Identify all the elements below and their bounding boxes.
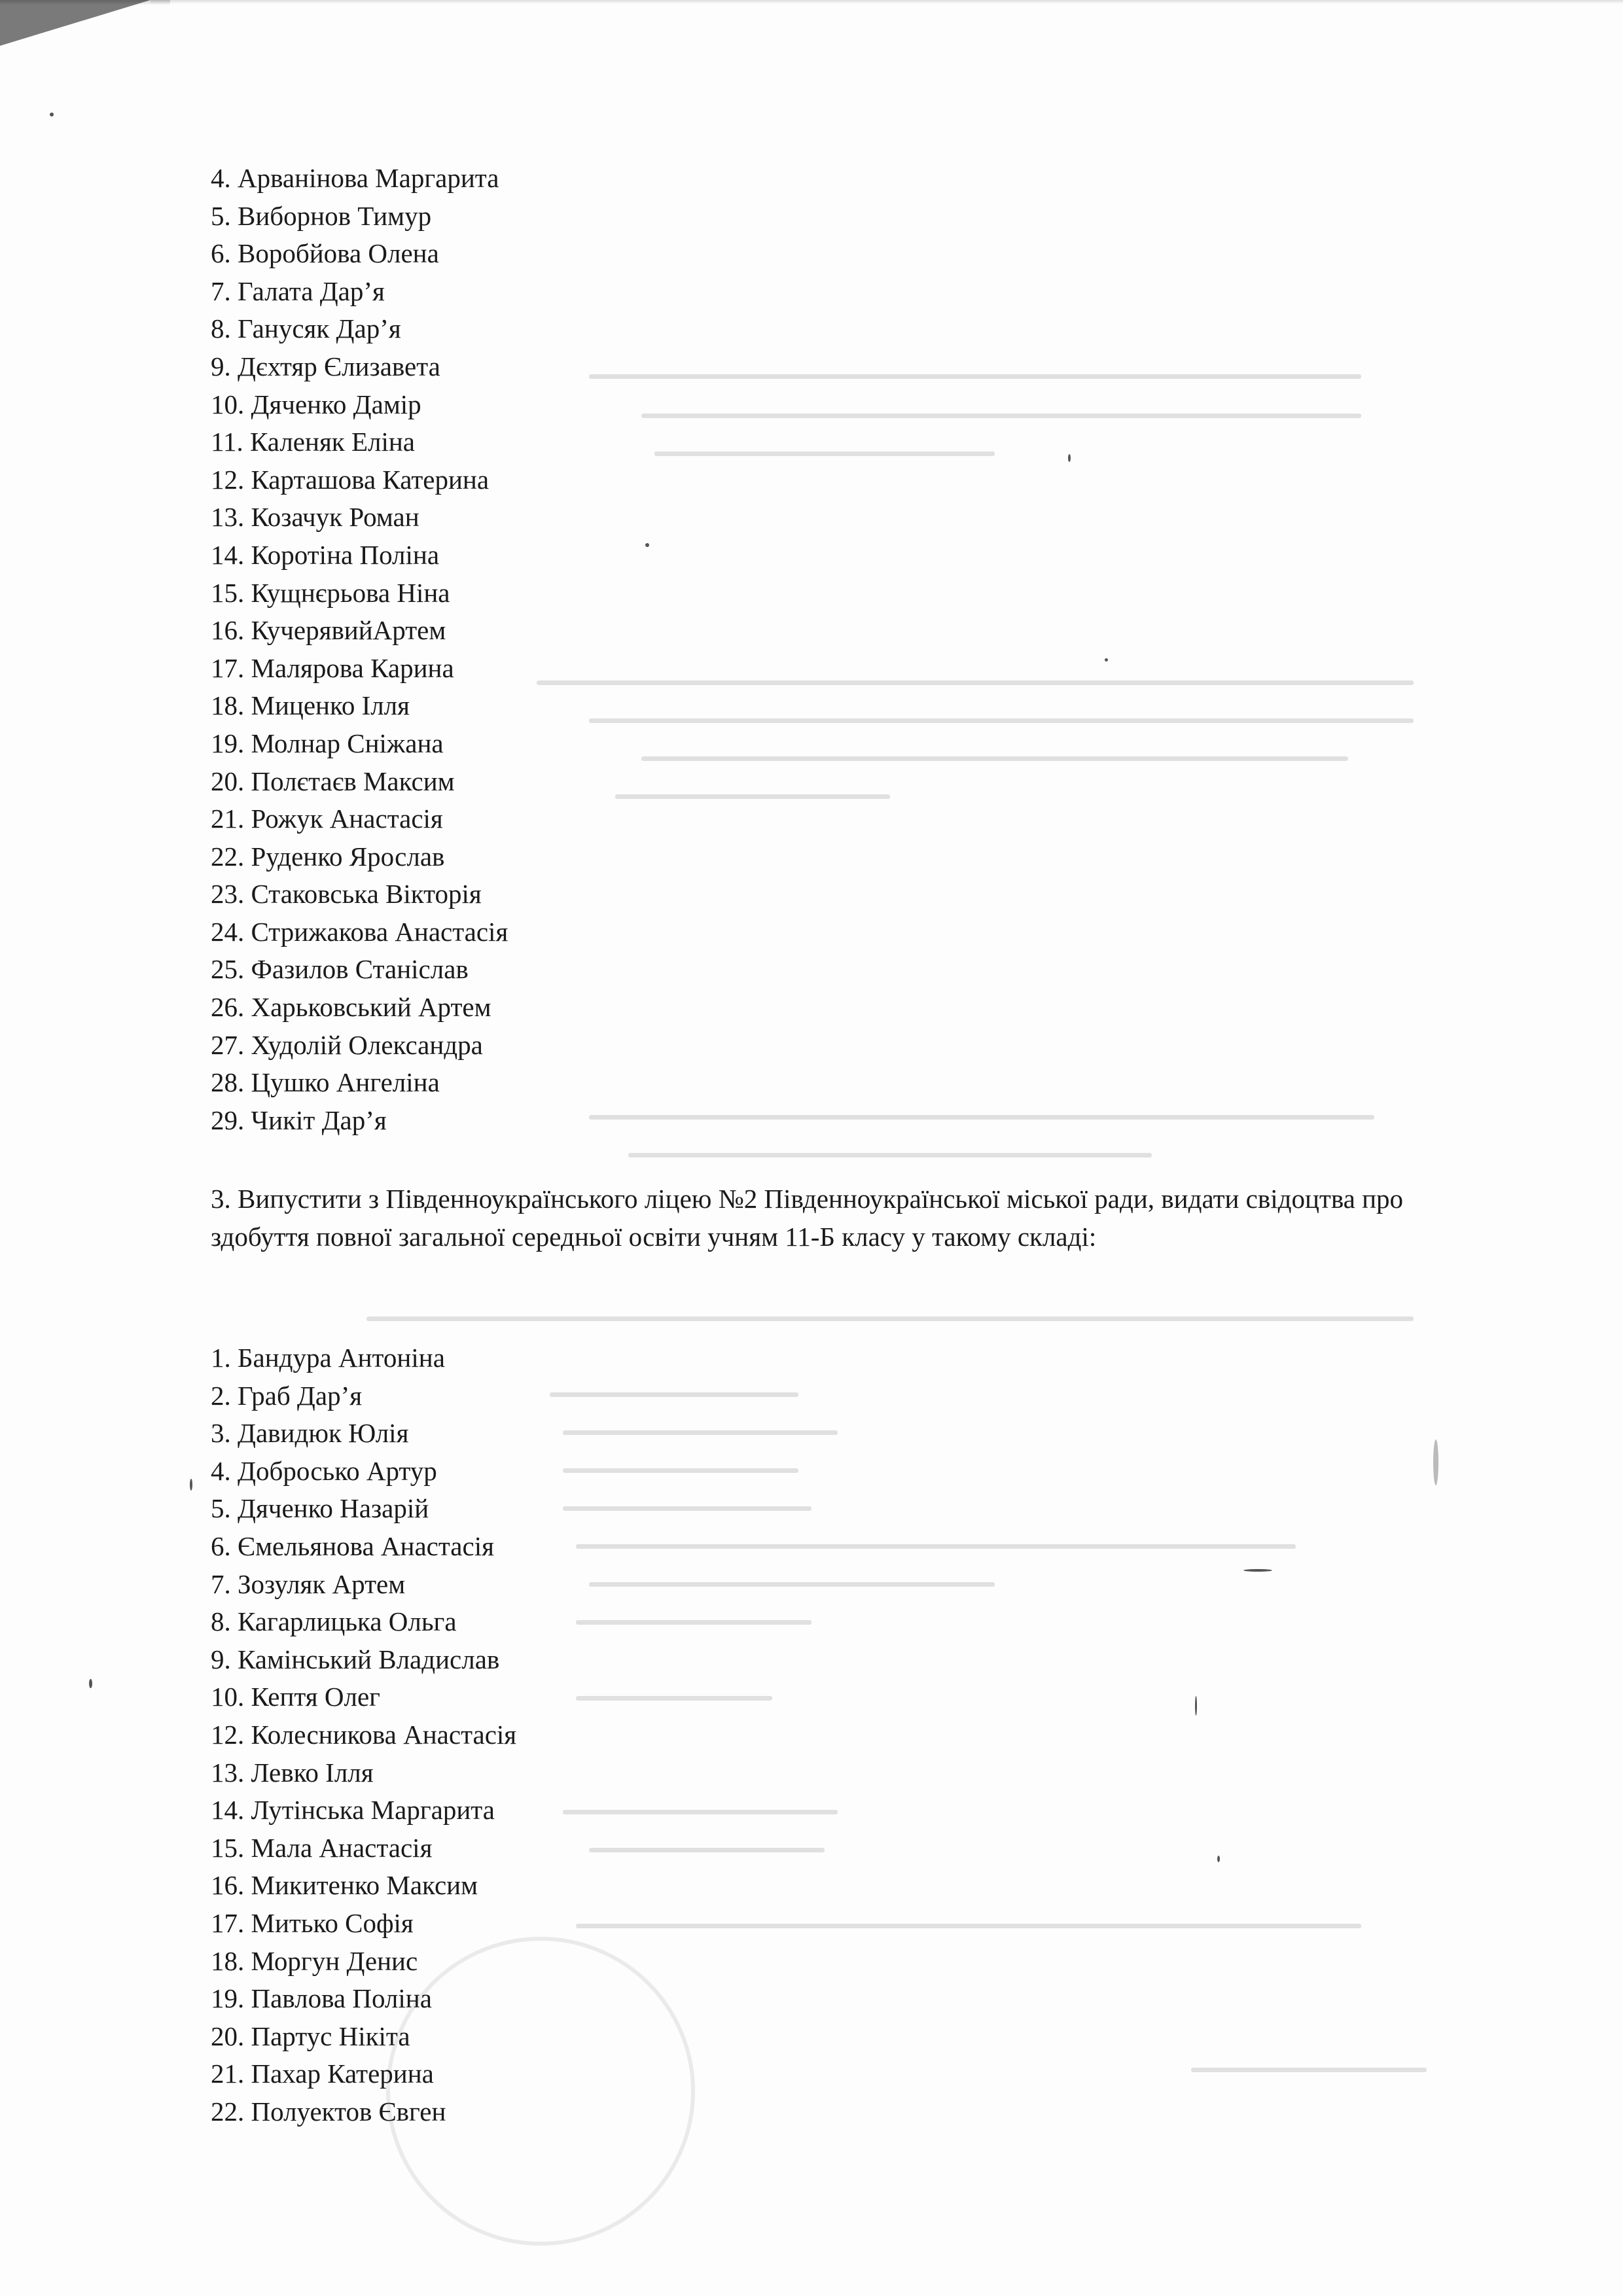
list-item: 21. Рожук Анастасія [211,804,443,834]
list-item: 12. Колесникова Анастасія [211,1719,517,1750]
list-item: 4. Добросько Артур [211,1455,437,1486]
list-item: 8. Ганусяк Дар’я [211,313,401,344]
list-item: 1. Бандура Антоніна [211,1343,445,1373]
list-item: 17. Малярова Карина [211,652,454,683]
page-top-edge [151,0,1623,4]
list-item: 3. Давидюк Юлія [211,1418,409,1449]
list-item: 9. Дєхтяр Єлизавета [211,351,440,381]
list-item: 24. Стрижакова Анастасія [211,916,508,947]
list-item: 14. Коротіна Поліна [211,539,440,570]
list-item: 25. Фазилов Станіслав [211,954,469,985]
list-item: 26. Харьковський Артем [211,992,491,1023]
folded-corner [0,0,151,46]
list-item: 16. Микитенко Максим [211,1870,478,1901]
student-list-continued [211,160,508,1139]
list-item: 29. Чикіт Дар’я [211,1104,387,1135]
list-item: 19. Молнар Сніжана [211,728,444,758]
list-item: 22. Руденко Ярослав [211,841,445,872]
list-item: 21. Пахар Катерина [211,2058,434,2089]
list-item: 18. Моргун Денис [211,1945,418,1976]
list-item: 27. Худолій Олександра [211,1029,483,1060]
list-item: 6. Воробйова Олена [211,238,439,269]
list-item: 7. Галата Дар’я [211,275,385,306]
student-list-11b [211,1339,516,2130]
list-item: 4. Арванінова Маргарита [211,163,499,193]
list-item: 2. Граб Дар’я [211,1380,363,1411]
list-item: 15. Кущнєрьова Ніна [211,577,450,608]
list-item: 23. Стаковська Вікторія [211,879,482,910]
list-item: 19. Павлова Поліна [211,1983,432,2014]
list-item: 8. Кагарлицька Ольга [211,1606,457,1637]
list-item: 22. Полуектов Євген [211,2096,446,2127]
list-item: 18. Миценко Ілля [211,690,410,721]
list-item: 16. КучерявийАртем [211,615,446,646]
list-item: 17. Митько Софія [211,1907,414,1938]
list-item: 5. Виборнов Тимур [211,200,432,231]
list-item: 10. Кептя Олег [211,1682,380,1712]
list-item: 7. Зозуляк Артем [211,1568,406,1599]
list-item: 5. Дяченко Назарій [211,1493,429,1524]
corner-shadow [0,0,170,5]
list-item: 20. Полєтаєв Максим [211,766,455,796]
list-item: 6. Ємельянова Анастасія [211,1530,494,1561]
section-three-paragraph: 3. Випустити з Південноукраїнського ліцею №2 Південноукраїнської міської ради, видати свідоцтва про здобуття повної загальної середньої освіти учням 11-Б класу у такому складі: [211,1184,1404,1252]
list-item: 9. Камінський Владислав [211,1644,500,1674]
list-item: 20. Партус Нікіта [211,2021,410,2051]
list-item: 12. Карташова Катерина [211,464,490,495]
list-item: 15. Мала Анастасія [211,1832,433,1863]
list-item: 28. Цушко Ангеліна [211,1067,440,1098]
list-item: 13. Козачук Роман [211,502,419,533]
list-item: 14. Лутінська Маргарита [211,1795,495,1826]
list-item: 10. Дяченко Дамір [211,389,421,419]
list-item: 13. Левко Ілля [211,1757,374,1788]
list-item: 11. Каленяк Еліна [211,427,416,457]
